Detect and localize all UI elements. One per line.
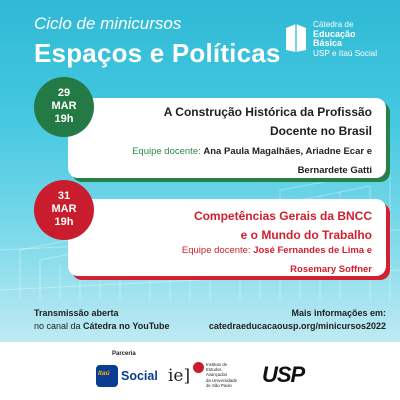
itau-social-text: Social [121, 369, 158, 383]
brand-line-4: USP e Itaú Social [313, 48, 378, 58]
catedra-brand [284, 20, 384, 60]
brand-line-2: Educação [313, 28, 356, 39]
date-day: 29 [57, 87, 71, 99]
date-badge-2 [34, 180, 94, 240]
brand-text [313, 20, 377, 58]
brand-line-3: Básica [313, 38, 343, 49]
iea-line-5: de São Paulo [206, 382, 232, 388]
date-month: MAR [51, 100, 77, 112]
course-title-1-line-1: A Construção Histórica da Profissão [163, 105, 372, 119]
iea-line-1: Instituto de [206, 362, 228, 367]
team-label: Equipe docente: [132, 146, 201, 157]
iea-emblem-icon [193, 362, 204, 373]
date-time: 19h [54, 216, 74, 228]
iea-line-3: Avançados [206, 372, 228, 378]
stream-prefix: no canal da [34, 321, 84, 331]
course-team-2 [102, 241, 372, 279]
iea-logo-mark: ie] [168, 366, 191, 386]
date-time: 19h [54, 113, 74, 125]
stream-info-line-1: Transmissão aberta [34, 308, 119, 318]
course-team-1 [102, 142, 372, 180]
course-team-2-line-1 [102, 241, 372, 260]
partners-label: Parceria [112, 351, 136, 357]
course-title-2-line-1: Competências Gerais da BNCC [193, 209, 372, 223]
iea-line-4: da Universidade [206, 377, 238, 383]
team-names: José Fernandes de Lima e [253, 245, 372, 256]
iea-line-2: Estudos [206, 367, 222, 373]
team-names-continued: Rosemary Soffner [290, 264, 372, 275]
course-card-2 [68, 199, 386, 276]
brand-line-1: Cátedra de [313, 20, 354, 29]
course-card-1 [68, 98, 386, 178]
course-title-1-line-2: Docente no Brasil [269, 124, 372, 138]
team-label: Equipe docente: [181, 245, 251, 256]
page-title: Espaços e Políticas [34, 38, 281, 68]
course-title-2-line-2: e o Mundo do Trabalho [240, 228, 372, 242]
more-info-url-link[interactable]: catedraeducacaousp.org/minicursos2022 [208, 321, 386, 331]
book-logo-icon [284, 22, 308, 54]
itau-logo-text: Itaú [98, 370, 110, 377]
series-kicker: Ciclo de minicursos [34, 14, 182, 33]
stream-info [34, 307, 170, 333]
course-title-1 [142, 103, 372, 141]
team-names: Ana Paula Magalhães, Ariadne Ecar e [203, 146, 372, 157]
more-info-label: Mais informações em: [291, 308, 386, 318]
more-info [209, 307, 386, 333]
course-team-1-line-1 [102, 142, 372, 161]
youtube-channel-link[interactable]: Cátedra no YouTube [83, 321, 170, 331]
course-title-2 [142, 207, 372, 245]
iea-logo-text [206, 362, 237, 388]
team-names-continued: Bernardete Gatti [297, 165, 372, 176]
date-month: MAR [51, 203, 77, 215]
usp-logo: USP [262, 362, 305, 387]
date-day: 31 [57, 190, 71, 202]
date-badge-1 [34, 77, 94, 137]
stream-info-line-2 [34, 320, 170, 333]
